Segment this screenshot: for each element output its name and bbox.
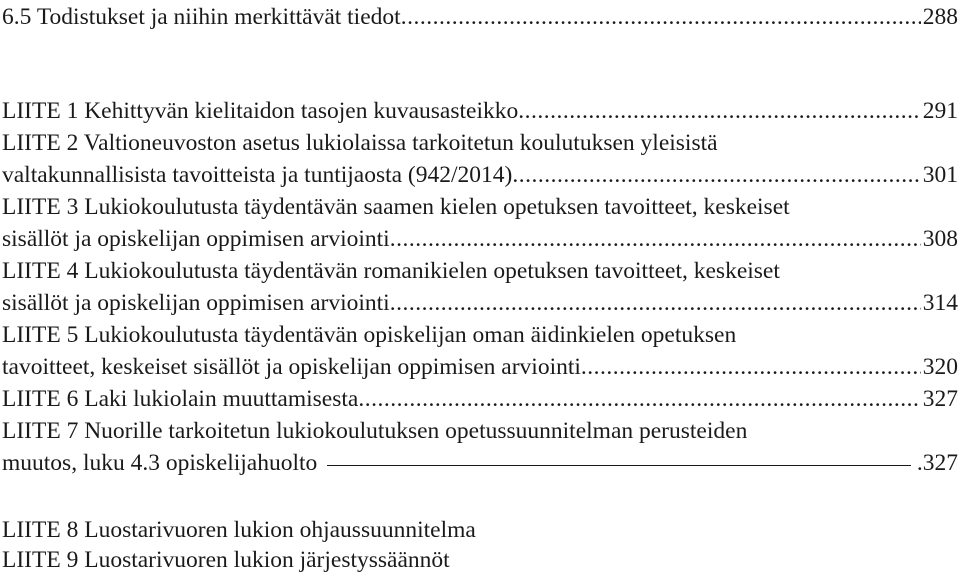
toc-entry-6-5[interactable]	[2, 2, 958, 32]
toc-page-number: 291	[922, 98, 958, 124]
toc-entry-liite-1[interactable]	[2, 96, 958, 126]
dot-leader	[518, 96, 921, 126]
toc-title: LIITE 3 Lukiokoulutusta täydentävän saamen kielen opetuksen tavoitteet, keskeiset	[2, 194, 790, 220]
toc-title: LIITE 1 Kehittyvän kielitaidon tasojen kuvausasteikko	[2, 98, 519, 124]
toc-entry-liite-9[interactable]	[2, 545, 958, 575]
toc-page-number: 301	[922, 162, 958, 188]
dot-leader	[390, 224, 921, 254]
toc-page-number: 327	[922, 386, 958, 412]
toc-title: LIITE 9 Luostarivuoren lukion järjestyssäännöt	[2, 547, 450, 573]
toc-title: LIITE 7 Nuorille tarkoitetun lukiokoulutuksen opetussuunnitelman perusteiden	[2, 418, 748, 444]
dot-leader	[390, 288, 921, 318]
dot-leader	[401, 2, 921, 32]
toc-entry-liite-7-line1[interactable]	[2, 416, 958, 446]
toc-entry-liite-4-line2[interactable]	[2, 288, 958, 318]
toc-title-continued: muutos, luku 4.3 opiskelijahuolto	[2, 450, 318, 476]
toc-title-continued: valtakunnallisista tavoitteista ja tuntijaosta (942/2014)	[2, 162, 513, 188]
toc-entry-liite-7-line2[interactable]	[2, 448, 958, 478]
toc-title: LIITE 6 Laki lukiolain muuttamisesta	[2, 386, 359, 412]
toc-entry-liite-2-line2[interactable]	[2, 160, 958, 190]
toc-title: LIITE 4 Lukiokoulutusta täydentävän romanikielen opetuksen tavoitteet, keskeiset	[2, 258, 780, 284]
dot-leader	[512, 160, 920, 190]
toc-page-number: 320	[922, 354, 958, 380]
toc-entry-liite-5-line1[interactable]	[2, 320, 958, 350]
toc-title: LIITE 2 Valtioneuvoston asetus lukiolaissa tarkoitetun koulutuksen yleisistä	[2, 130, 718, 156]
dot-leader	[581, 352, 921, 382]
toc-entry-liite-8[interactable]	[2, 515, 958, 545]
toc-title-continued: tavoitteet, keskeiset sisällöt ja opiskelijan oppimisen arviointi	[2, 354, 581, 380]
toc-entry-liite-3-line2[interactable]	[2, 224, 958, 254]
toc-page-number: 308	[922, 226, 958, 252]
toc-entry-liite-6[interactable]	[2, 384, 958, 414]
toc-title: LIITE 5 Lukiokoulutusta täydentävän opiskelijan oman äidinkielen opetuksen	[2, 322, 737, 348]
toc-title-continued: sisällöt ja opiskelijan oppimisen arviointi	[2, 226, 390, 252]
toc-entry-liite-2-line1[interactable]	[2, 128, 958, 158]
toc-entry-liite-4-line1[interactable]	[2, 256, 958, 286]
toc-title: 6.5 Todistukset ja niihin merkittävät tiedot	[2, 4, 401, 30]
toc-entry-liite-3-line1[interactable]	[2, 192, 958, 222]
toc-entry-liite-5-line2[interactable]	[2, 352, 958, 382]
rule-leader	[327, 465, 911, 466]
toc-page-number: 314	[922, 290, 958, 316]
toc-page-number: .327	[916, 450, 958, 476]
toc-title: LIITE 8 Luostarivuoren lukion ohjaussuunnitelma	[2, 517, 476, 543]
dot-leader	[358, 384, 920, 414]
toc-page-number: 288	[922, 4, 958, 30]
toc-title-continued: sisällöt ja opiskelijan oppimisen arviointi	[2, 290, 390, 316]
